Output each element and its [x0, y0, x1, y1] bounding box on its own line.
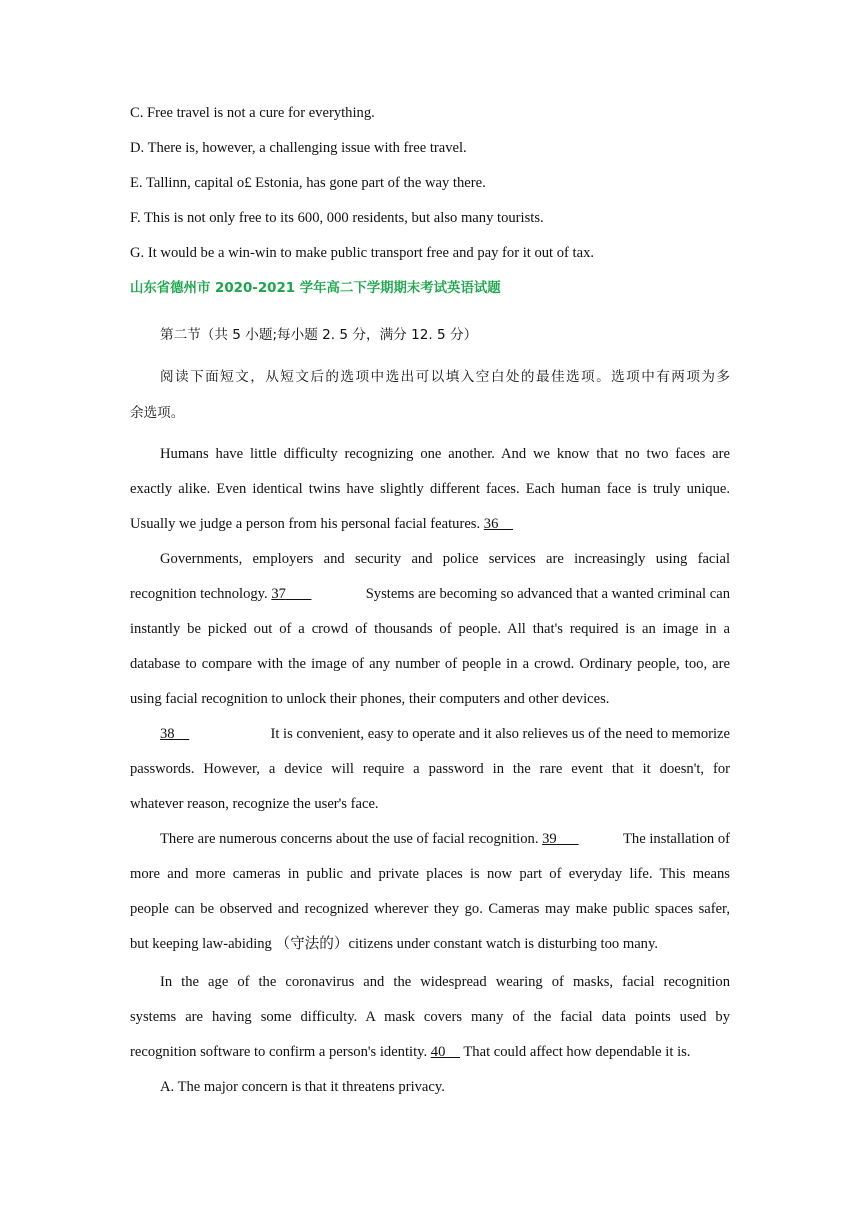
p5-line-3: [130, 1042, 730, 1062]
blank-38: [160, 724, 189, 744]
p2-line-2-after: Systems are becoming so advanced that a wanted criminal can: [365, 586, 730, 602]
p3-line-1-after: It is convenient, easy to operate and it also relieves us of the need to memorize: [270, 726, 730, 742]
p5-line-3-after: That could affect how dependable it is.: [463, 1044, 691, 1060]
p4-line-2: more and more cameras in public and private places is now part of everyday life. This means: [130, 866, 730, 882]
p2-line-2-before: [130, 584, 311, 604]
blank-36-number: 36: [483, 516, 499, 532]
p1-line-3-text: Usually we judge a person from his personal facial features.: [130, 516, 481, 532]
source-heading: 山东省德州市 2020-2021 学年高二下学期期末考试英语试题: [130, 281, 501, 296]
option-d: D. There is, however, a challenging issue with free travel.: [130, 140, 467, 156]
p1-line-2: exactly alike. Even identical twins have slightly different faces. Each human face is truly unique.: [130, 481, 730, 497]
p5-line-2: systems are having some difficulty. A mask covers many of the facial data points used by: [130, 1009, 730, 1025]
blank-39: [542, 831, 578, 847]
p4-line-3: people can be observed and recognized wherever they go. Cameras may make public spaces safer,: [130, 901, 730, 917]
p4-line-1-after: The installation of: [623, 831, 730, 847]
p2-line-1: Governments, employers and security and police services are increasingly using facial: [160, 551, 730, 567]
option-f: F. This is not only free to its 600, 000 residents, but also many tourists.: [130, 210, 544, 226]
p5-line-3-before: recognition software to confirm a person's identity.: [130, 1044, 428, 1060]
instructions-line-2: 余选项。: [130, 405, 185, 421]
p2-line-2-before-text: recognition technology.: [130, 586, 268, 602]
blank-39-number: 39: [542, 831, 557, 847]
p4-line-1: [160, 829, 730, 849]
p4-line-1-before: [160, 829, 579, 849]
p2-line-5: using facial recognition to unlock their phones, their computers and other devices.: [130, 691, 610, 707]
p3-line-2: passwords. However, a device will require a password in the rare event that it doesn't, for: [130, 761, 730, 777]
blank-40: [431, 1044, 460, 1060]
option-g: G. It would be a win-win to make public transport free and pay for it out of tax.: [130, 245, 595, 261]
p1-line-1: Humans have little difficulty recognizing one another. And we know that no two faces are: [160, 446, 730, 462]
blank-37-number: 37: [271, 586, 286, 602]
option-e: E. Tallinn, capital o£ Estonia, has gone part of the way there.: [130, 175, 486, 191]
p2-line-3: instantly be picked out of a crowd of thousands of people. All that's required is an image in a: [130, 621, 730, 637]
blank-36: [484, 516, 513, 532]
instructions-line-1: 阅读下面短文，从短文后的选项中选出可以填入空白处的最佳选项。选项中有两项为多: [160, 369, 730, 385]
answer-option-a: A. The major concern is that it threatens privacy.: [160, 1079, 445, 1095]
blank-38-number: 38: [160, 726, 175, 742]
p1-line-3: [130, 514, 730, 534]
section-title: 第二节（共 5 小题;每小题 2. 5 分，满分 12. 5 分）: [160, 327, 478, 343]
p2-line-2: [130, 584, 730, 604]
p3-line-3: whatever reason, recognize the user's face.: [130, 796, 379, 812]
p5-line-1: In the age of the coronavirus and the widespread wearing of masks, facial recognition: [160, 974, 730, 990]
blank-40-number: 40: [430, 1044, 446, 1060]
blank-37: [271, 586, 311, 602]
p3-line-1: [160, 724, 730, 744]
p4-line-4: but keeping law-abiding （守法的）citizens under constant watch is disturbing too many.: [130, 936, 658, 952]
p4-line-1-before-text: There are numerous concerns about the use of facial recognition.: [160, 831, 539, 847]
option-c: C. Free travel is not a cure for everything.: [130, 105, 375, 121]
p2-line-4: database to compare with the image of any number of people in a crowd. Ordinary people, too, are: [130, 656, 730, 672]
